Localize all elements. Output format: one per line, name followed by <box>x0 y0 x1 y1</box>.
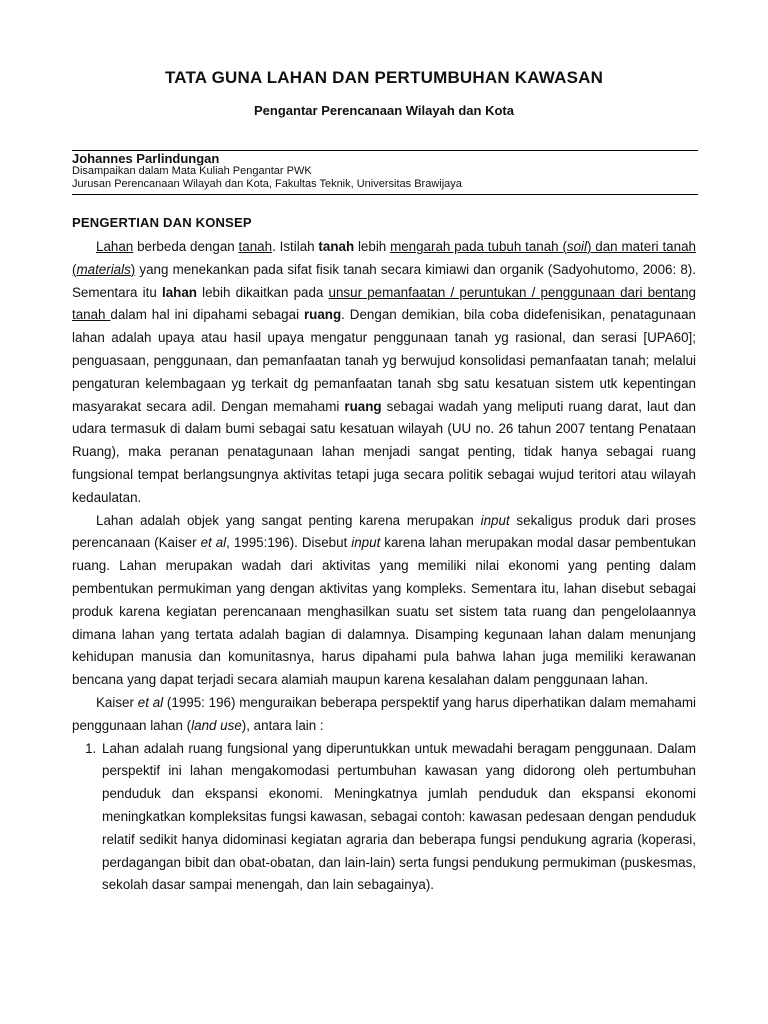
document-subtitle: Pengantar Perencanaan Wilayah dan Kota <box>254 103 514 118</box>
author-name: Johannes Parlindungan <box>72 151 220 166</box>
term-ruang-bold-2: ruang <box>344 398 382 414</box>
document-title: TATA GUNA LAHAN DAN PERTUMBUHAN KAWASAN <box>164 68 604 87</box>
term-tanah: tanah <box>238 239 273 254</box>
term-ruang-bold: ruang <box>303 307 342 323</box>
author-affiliation-course: Disampaikan dalam Mata Kuliah Pengantar PWK <box>72 165 312 177</box>
paragraph-2: Lahan adalah objek yang sangat penting karena merupakan input sekaligus produk dari proses perencanaan (Kaiser et al, 1995:196). Disebut input karena lahan merupakan modal dasar pembentukan ruang. Lahan merupakan wadah dari aktivitas yang memiliki nilai ekonomi yang penting dalam pembentukan permukiman yang dengan aktivitas yang kompleks. Sementara itu, lahan disebut sebagai produk karena kegiatan perencanaan menghasilkan suatu set sistem tata ruang dan pengelolaannya dimana lahan yang tertata adalah bagian di dalamnya. Disamping kegunaan lahan dalam menunjang kehidupan manusia dan komunitasnya, harus dipahami pula bahwa lahan juga memiliki kerawanan bencana yang dapat terjadi secara alamiah maupun karena kesalahan dalam penggunaan lahan. <box>72 512 696 688</box>
document-body <box>72 236 696 897</box>
definition-lahan: unsur pemanfaatan / peruntukan / penggunaan dari bentang tanah <box>72 284 696 323</box>
paragraph-3: Kaiser et al (1995: 196) menguraikan beberapa perspektif yang harus diperhatikan dalam memahami penggunaan lahan (land use), antara lain : <box>72 694 696 733</box>
header-divider-bottom <box>72 194 698 195</box>
paragraph-1: Lahan berbeda dengan tanah. Istilah tanah lebih mengarah pada tubuh tanah (soil) dan materi tanah (materials) yang menekankan pada sifat fisik tanah secara kimiawi dan organik (Sadyohutomo, 2006: 8). Sementara itu lahan lebih dikaitkan pada unsur pemanfaatan / peruntukan / penggunaan dari bentang tanah dalam hal ini dipahami sebagai ruang. Dengan demikian, bila coba didefenisikan, penatagunaan lahan adalah upaya atau hasil upaya mengatur penggunaan tanah yg rasional, dan serasi [UPA60]; penguasaan, penggunaan, dan pemanfaatan tanah yg berwujud konsolidasi pemanfaatan tanah; melalui pengaturan kelembagaan yg terkait dg pemanfaatan tanah sbg satu kesatuan sistem utk kepentingan masyarakat secara adil. Dengan memahami ruang sebagai wadah yang meliputi ruang darat, laut dan udara termasuk di dalam bumi sebagai satu kesatuan wilayah (UU no. 26 tahun 2007 tentang Penataan Ruang), maka peranan penatagunaan lahan menjadi sangat penting, tidak hanya sebagai ruang fungsional tempat berlangsungnya aktivitas tetapi juga secara politik sebagai wujud teritori atau wilayah kedaulatan. <box>72 239 697 505</box>
list-item: 1. Lahan adalah ruang fungsional yang diperuntukkan untuk mewadahi beragam penggunaan. Dalam perspektif ini lahan mengakomodasi pertumbuhan kawasan yang didorong oleh pertumbuhan penduduk dan ekspansi ekonomi. Meningkatnya jumlah penduduk dan ekspansi ekonomi meningkatkan kompleksitas fungsi kawasan, sebagai contoh: kawasan pedesaan dengan penduduk relatif sedikit hanya didominasi kegiatan agraria dan beberapa fungsi pendukung agraria (koperasi, perdagangan bibit dan obat-obatan, dan lain-lain) serta fungsi pendukung permukiman (puskesmas, sekolah dasar sampai menengah, dan lain sebagainya). <box>100 738 696 898</box>
term-tanah-bold: tanah <box>318 239 355 254</box>
term-lahan-bold: lahan <box>161 284 197 300</box>
perspective-list <box>72 738 696 898</box>
section-heading: PENGERTIAN DAN KONSEP <box>72 215 252 230</box>
definition-tanah: mengarah pada tubuh tanah (soil) dan materi tanah (materials) <box>72 239 696 277</box>
term-lahan: Lahan <box>96 239 134 254</box>
author-affiliation-department: Jurusan Perencanaan Wilayah dan Kota, Fakultas Teknik, Universitas Brawijaya <box>72 178 462 190</box>
